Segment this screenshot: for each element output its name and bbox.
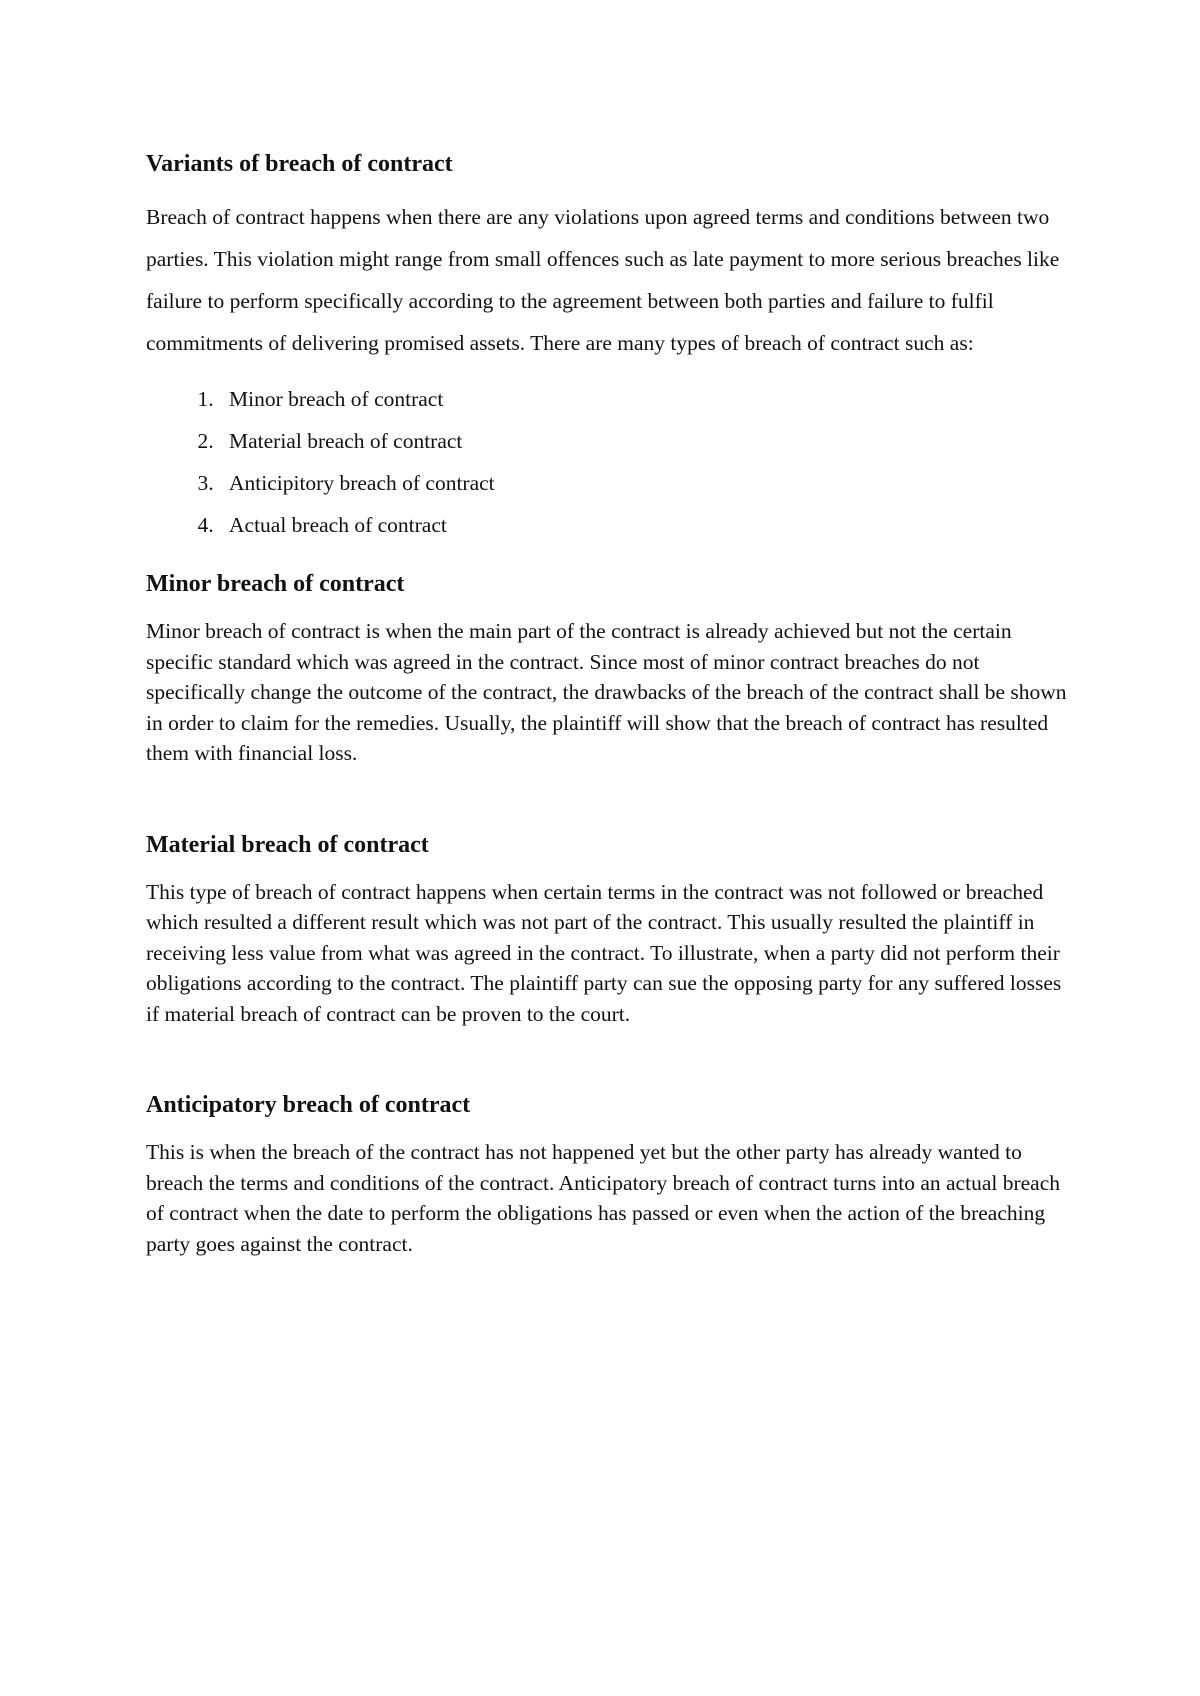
- list-item: 1. Minor breach of contract: [219, 378, 1068, 420]
- list-item: 3. Anticipitory breach of contract: [219, 462, 1068, 504]
- section-body-anticipatory: This is when the breach of the contract has not happened yet but the other party has already wanted to breach the terms and conditions of the contract. Anticipatory breach of contract turns into an actual breach of contract when the date to perform the obligations has passed or even when the action of the breaching party goes against the contract.: [146, 1140, 1060, 1256]
- section-heading-minor: Minor breach of contract: [146, 571, 405, 597]
- section-body-minor: Minor breach of contract is when the main part of the contract is already achieved but not the certain specific standard which was agreed in the contract. Since most of minor contract breaches do not specifically change the outcome of the contract, the drawbacks of the breach of the contract shall be shown in order to claim for the remedies. Usually, the plaintiff will show that the breach of contract has resulted them with financial loss.: [146, 619, 1067, 765]
- section-heading-anticipatory: Anticipatory breach of contract: [146, 1092, 471, 1118]
- section-heading-material: Material breach of contract: [146, 831, 429, 858]
- document-content: [146, 146, 1068, 1259]
- section-body-material: This type of breach of contract happens when certain terms in the contract was not followed or breached which resulted a different result which was not part of the contract. This usually resulted the plaintiff in receiving less value from what was agreed in the contract. To illustrate, when a party did not perform their obligations according to the contract. The plaintiff party can sue the opposing party for any suffered losses if material breach of contract can be proven to the court.: [146, 879, 1062, 1026]
- list-item: 2. Material breach of contract: [219, 420, 1068, 462]
- intro-paragraph: Breach of contract happens when there are any violations upon agreed terms and conditions between two parties. This violation might range from small offences such as late payment to more serious breaches like failure to perform specifically according to the agreement between both parties and failure to fulfil commitments of delivering promised assets. There are many types of breach of contract such as:: [146, 205, 1060, 355]
- document-title: Variants of breach of contract: [146, 151, 453, 177]
- list-item: 4. Actual breach of contract: [219, 504, 1068, 546]
- breach-types-list: [146, 378, 1068, 546]
